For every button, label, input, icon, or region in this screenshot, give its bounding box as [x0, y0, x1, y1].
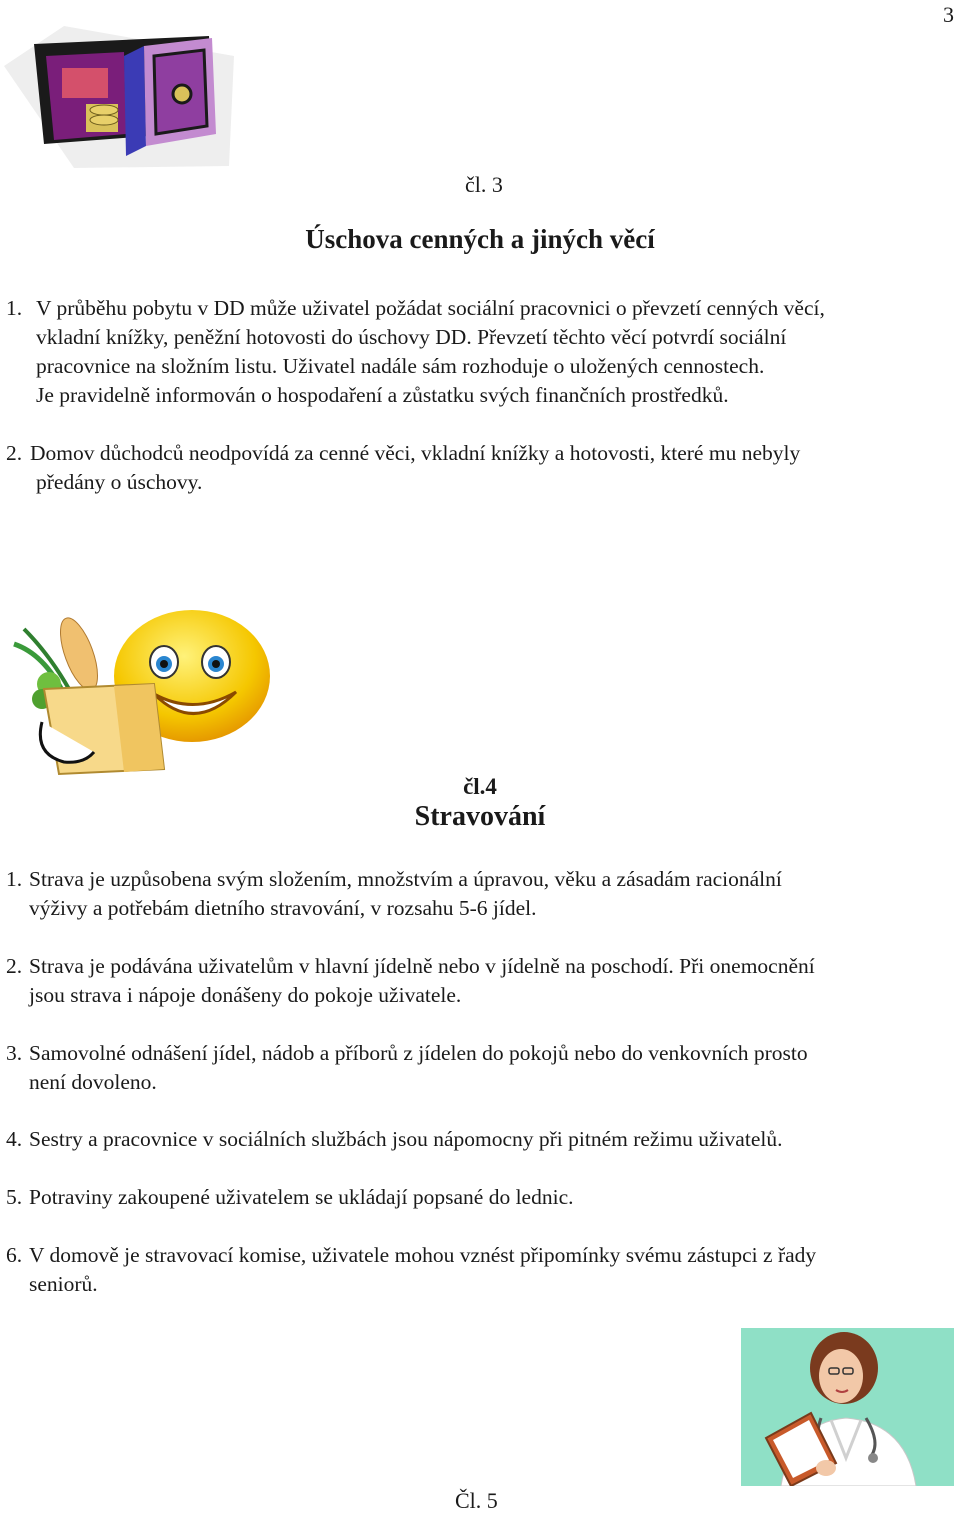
item-line: Strava je podávána uživatelům v hlavní jídelně nebo v jídelně na poschodí. Při onemocnění: [29, 954, 815, 978]
item-line: Domov důchodců neodpovídá za cenné věci, vkladní knížky a hotovosti, které mu nebyly: [30, 441, 801, 465]
article-3-item-2: [6, 439, 956, 497]
item-number: 2.: [6, 954, 23, 978]
item-line: Je pravidelně informován o hospodaření a zůstatku svých finančních prostředků.: [36, 383, 729, 407]
item-number: 3.: [6, 1041, 23, 1065]
article-4-item-1: [6, 865, 956, 923]
item-line: V průběhu pobytu v DD může uživatel požádat sociální pracovnici o převzetí cenných věcí,: [36, 296, 825, 320]
item-line: Samovolné odnášení jídel, nádob a příborů z jídelen do pokojů nebo do venkovních prosto: [29, 1041, 808, 1065]
item-line: pracovnice na složním listu. Uživatel nadále sám rozhoduje o uložených cennostech.: [36, 354, 765, 378]
item-number: 6.: [6, 1243, 23, 1267]
item-number: 1.: [6, 296, 23, 320]
item-line: vkladní knížky, peněžní hotovosti do úschovy DD. Převzetí těchto věcí potvrdí sociální: [36, 325, 787, 349]
item-line: seniorů.: [29, 1272, 98, 1296]
item-line: Strava je uzpůsobena svým složením, množstvím a úpravou, věku a zásadám racionální: [29, 867, 782, 891]
item-number: 1.: [6, 867, 23, 891]
smiley-grocery-bag-clipart: [4, 604, 274, 776]
item-line: Potraviny zakoupené uživatelem se ukládají popsané do lednic.: [29, 1185, 574, 1209]
article-4-item-3: [6, 1039, 956, 1097]
article-4-label: čl.4: [463, 774, 497, 799]
item-line: výživy a potřebám dietního stravování, v rozsahu 5-6 jídel.: [29, 896, 537, 920]
item-line: jsou strava i nápoje donášeny do pokoje uživatele.: [29, 983, 462, 1007]
article-3-label: čl. 3: [465, 172, 503, 197]
item-number: 5.: [6, 1185, 23, 1209]
article-5-label: Čl. 5: [455, 1488, 498, 1513]
item-number: 2.: [6, 441, 23, 465]
item-line: předány o úschovy.: [36, 470, 203, 494]
article-4-title: Stravování: [414, 801, 546, 832]
nurse-clipart: [741, 1328, 954, 1486]
article-4-item-6: [6, 1241, 956, 1299]
item-line: není dovoleno.: [29, 1070, 157, 1094]
article-4-item-5: [6, 1183, 956, 1212]
article-4-item-4: [6, 1125, 956, 1154]
item-line: V domově je stravovací komise, uživatele mohou vznést připomínky svému zástupci z řady: [29, 1243, 817, 1267]
article-3-item-1: [6, 294, 956, 410]
item-number: 4.: [6, 1127, 23, 1151]
page-number: 3: [943, 2, 954, 27]
article-3-title: Úschova cenných a jiných věcí: [305, 224, 655, 254]
article-4-item-2: [6, 952, 956, 1010]
item-line: Sestry a pracovnice v sociálních službách jsou nápomocny při pitném režimu uživatelů.: [29, 1127, 783, 1151]
safe-clipart: [4, 26, 234, 168]
